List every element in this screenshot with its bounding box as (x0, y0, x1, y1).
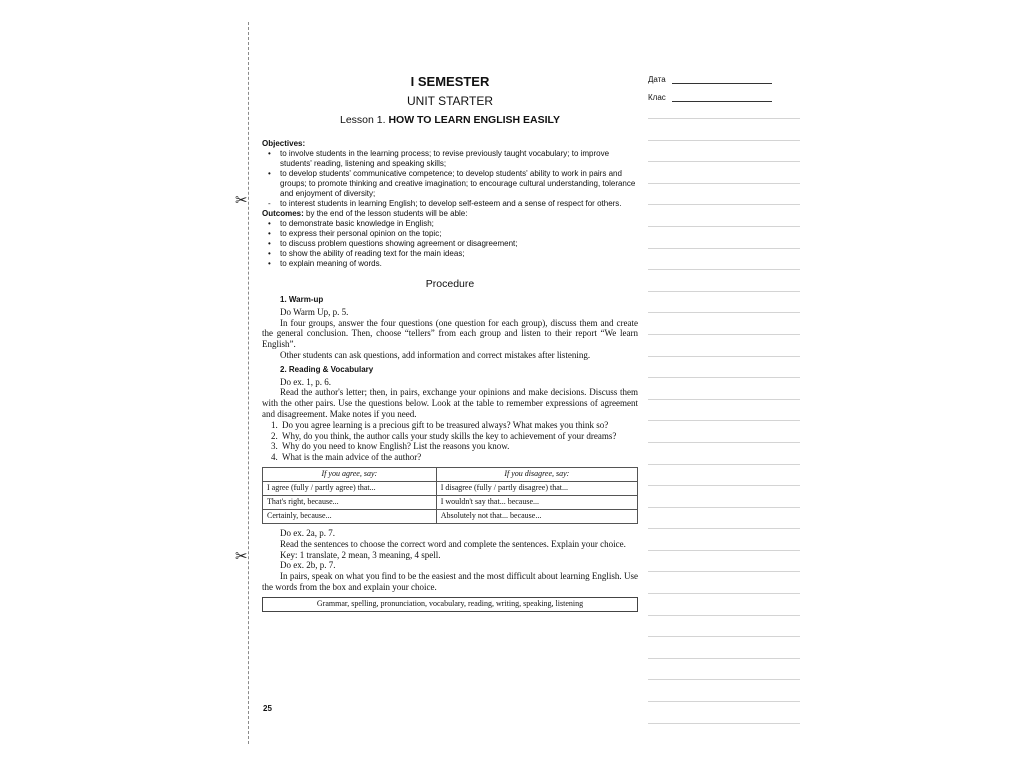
scissors-icon: ✂ (235, 547, 248, 565)
class-field (648, 90, 800, 102)
objective-item: • to develop students' communicative competence; to develop students' ability to work in pairs and groups; to promote thinking and creative imagination; to encourage cultural understanding, tolerance and enjoyment of diversity; (280, 169, 638, 199)
semester-title: I SEMESTER (410, 74, 490, 89)
note-line (648, 226, 800, 227)
lesson-title (262, 113, 638, 127)
note-line (648, 248, 800, 249)
objective-item: - to interest students in learning English; to develop self-esteem and a sense of respect for others. (280, 199, 638, 209)
warmup-ref: Do Warm Up, p. 5. (280, 306, 349, 317)
question-item: 3. Why do you need to know English? List the reasons you know. (280, 441, 638, 452)
question-item: 1. Do you agree learning is a precious gift to be treasured always? What makes you think so? (280, 420, 638, 431)
note-line (648, 269, 800, 270)
outcome-item: • to express their personal opinion on the topic; (280, 229, 638, 239)
note-line (648, 399, 800, 400)
objective-item: • to involve students in the learning process; to revise previously taught vocabulary; to improve students' reading, listening and speaking skills; (280, 149, 638, 169)
reading-ref-3: Do ex. 2b, p. 7. (280, 560, 336, 571)
reading-text-3: Read the sentences to choose the correct word and complete the sentences. Explain your choice. (280, 538, 626, 549)
table-cell: That's right, because... (263, 495, 437, 509)
reading-text: Read the author's letter; then, in pairs, exchange your opinions and make decisions. Discuss them with the other pairs. Use the questions below. Look at the table to remember expressions of agreement and disagreement. Make notes if you need. (262, 387, 638, 419)
reading-ref-2: Do ex. 2a, p. 7. (280, 527, 335, 538)
table-header: If you disagree, say: (436, 467, 637, 481)
note-line (648, 636, 800, 637)
reading-heading: 2. Reading & Vocabulary (280, 364, 374, 374)
objectives-label: Objectives: (262, 139, 306, 148)
note-line (648, 615, 800, 616)
table-cell: Certainly, because... (263, 509, 437, 523)
note-line (648, 464, 800, 465)
class-line (672, 93, 772, 102)
note-line (648, 723, 800, 724)
note-line (648, 507, 800, 508)
note-line (648, 571, 800, 572)
table-row (263, 495, 638, 509)
table-cell: I disagree (fully / partly disagree) that... (436, 481, 637, 495)
lesson-page (262, 72, 638, 612)
note-line (648, 291, 800, 292)
note-line (648, 528, 800, 529)
cut-line (248, 22, 249, 744)
outcomes-intro: by the end of the lesson students will be able: (306, 209, 468, 218)
table-cell: Absolutely not that... because... (436, 509, 637, 523)
unit-title: UNIT STARTER (406, 94, 493, 108)
date-label: Дата (648, 75, 666, 84)
objectives-list (262, 149, 638, 209)
table-header-row (263, 467, 638, 481)
note-line (648, 204, 800, 205)
warmup-heading: 1. Warm-up (280, 295, 324, 304)
note-line (648, 442, 800, 443)
note-line (648, 118, 800, 119)
warmup-text: In four groups, answer the four questions (one question for each group), discuss them and create the general conclusion. Then, choose “tellers” from each group and listen to their report “We learn English”. (262, 317, 638, 350)
outcomes-label: Outcomes: (262, 209, 304, 218)
table-row (263, 481, 638, 495)
note-line (648, 420, 800, 421)
table-row (263, 509, 638, 523)
note-line (648, 140, 800, 141)
question-item: 2. Why, do you think, the author calls your study skills the key to achievement of your dreams? (280, 431, 638, 442)
class-label: Клас (648, 93, 666, 102)
note-line (648, 679, 800, 680)
table-header: If you agree, say: (263, 467, 437, 481)
objectives-section (262, 139, 638, 209)
phrases-table (262, 467, 638, 524)
note-line (648, 658, 800, 659)
lesson-name: HOW TO LEARN ENGLISH EASILY (388, 114, 560, 126)
table-cell: I wouldn't say that... because... (436, 495, 637, 509)
scissors-icon: ✂ (235, 191, 248, 209)
lesson-prefix: Lesson 1. (340, 114, 386, 126)
outcome-item: • to demonstrate basic knowledge in English; (280, 219, 638, 229)
answer-key: Key: 1 translate, 2 mean, 3 meaning, 4 spell. (280, 549, 441, 560)
outcomes-list (262, 219, 638, 269)
word-box: Grammar, spelling, pronunciation, vocabulary, reading, writing, speaking, listening (262, 597, 638, 612)
question-list (262, 420, 638, 463)
note-line (648, 334, 800, 335)
note-line (648, 550, 800, 551)
notes-lines (648, 118, 800, 744)
note-line (648, 593, 800, 594)
procedure-body (262, 295, 638, 612)
note-line (648, 183, 800, 184)
note-line (648, 356, 800, 357)
page-number: 25 (263, 704, 272, 713)
outcomes-section (262, 209, 638, 269)
outcome-item: • to discuss problem questions showing agreement or disagreement; (280, 239, 638, 249)
outcome-item: • to show the ability of reading text for the main ideas; (280, 249, 638, 259)
reading-text-4: In pairs, speak on what you find to be the easiest and the most difficult about learning English. Use the words from the box and explain your choice. (262, 571, 638, 592)
date-field (648, 72, 800, 84)
notes-header (648, 72, 800, 108)
procedure-title: Procedure (425, 278, 475, 290)
question-item: 4. What is the main advice of the author? (280, 452, 638, 463)
note-line (648, 485, 800, 486)
warmup-text-2: Other students can ask questions, add information and correct mistakes after listening. (280, 349, 591, 360)
reading-ref: Do ex. 1, p. 6. (280, 376, 331, 387)
note-line (648, 377, 800, 378)
note-line (648, 312, 800, 313)
date-line (672, 75, 772, 84)
table-cell: I agree (fully / partly agree) that... (263, 481, 437, 495)
outcome-item: • to explain meaning of words. (280, 259, 638, 269)
note-line (648, 161, 800, 162)
note-line (648, 701, 800, 702)
